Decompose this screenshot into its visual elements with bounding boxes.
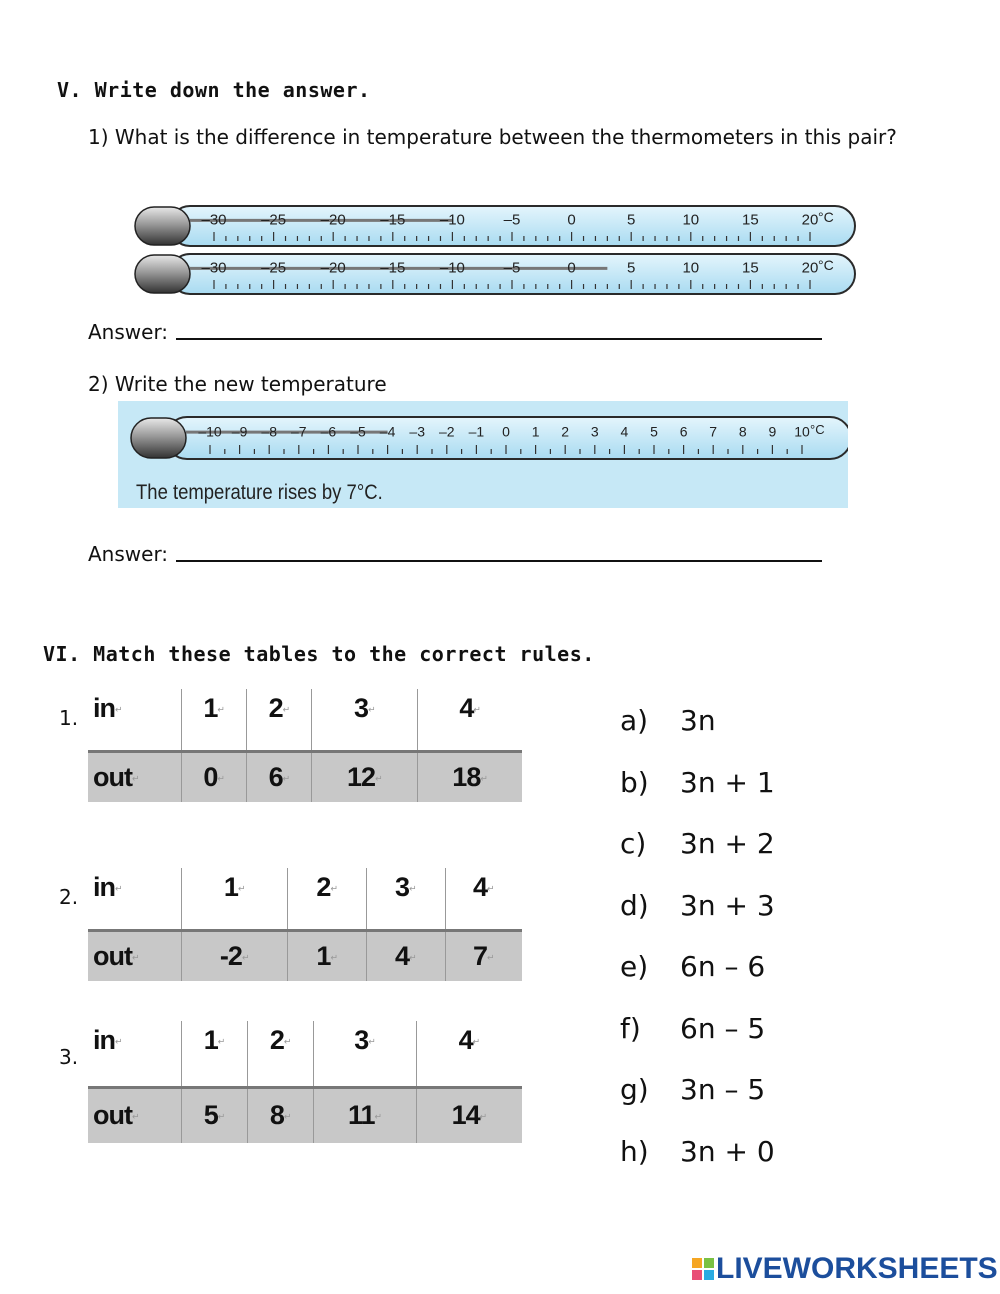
table-1 [88,689,522,802]
table-3-in-1: 1↵ [182,1021,248,1087]
table-3-out-label: out↵ [88,1087,182,1143]
table-1-out-4: 18↵ [418,751,522,802]
table-2-in-2: 2↵ [288,868,367,930]
thermo-2-bulb [135,255,190,293]
table-2-in-3: 3↵ [367,868,446,930]
answer-2-label: Answer: [88,542,169,566]
thermo-3-tick-label: 6 [679,423,688,440]
table-2-number: 2. [59,885,79,909]
thermo-2-tick-label: –25 [261,259,287,277]
thermo-1-unit: °C [818,209,834,225]
rules-list [620,690,775,1182]
thermo-3-tick-label: 1 [531,423,540,440]
thermo-2-tick-label: –10 [439,259,465,277]
table-3-in-4: 4↵ [416,1021,522,1087]
section-5-title: V. Write down the answer. [57,78,371,102]
table-1-out-3: 12↵ [312,751,418,802]
table-1-in-3: 3↵ [312,689,418,751]
table-2-out-label: out↵ [88,930,182,981]
thermo-3-tick-label: 3 [590,423,599,440]
table-1-in-2: 2↵ [247,689,312,751]
thermo-3-tick-label: –4 [379,423,396,440]
thermo-3-tick-label: 4 [620,423,629,440]
logo-blocks-icon [692,1256,716,1282]
thermo-1-bulb [135,207,190,245]
thermometer-caption: The temperature rises by 7°C. [136,481,383,504]
answer-1-label: Answer: [88,320,169,344]
thermo-1-tick-label: –5 [503,211,521,229]
thermo-1-tick-label: 15 [742,211,759,229]
thermo-2-tick-label: 10 [682,259,700,277]
table-1-out-1: 0↵ [182,751,247,802]
thermo-1-tick-label: –25 [261,211,287,229]
thermo-3-tick-label: –2 [439,423,455,440]
table-3-out-3: 11↵ [314,1087,417,1143]
rule-e[interactable]: e) 6n – 6 [620,950,766,984]
thermo-1-tick-label: –10 [439,211,465,229]
rule-f[interactable]: f) 6n – 5 [620,1011,766,1045]
table-1-in-4: 4↵ [418,689,522,751]
table-2 [88,868,522,981]
table-2-out-1: -2↵ [182,930,288,981]
question-1-text: 1) What is the difference in temperature between the thermometers in this pair? [88,125,897,149]
table-1-out-label: out↵ [88,751,182,802]
table-2-in-label: in↵ [88,868,182,930]
table-2-out-4: 7↵ [445,930,522,981]
answer-1-row [88,318,822,344]
table-3-in-label: in↵ [88,1021,182,1087]
logo-text: LIVEWORKSHEETS [716,1252,998,1285]
thermo-2-tick-label: –15 [380,259,406,277]
thermometer-panel [118,401,848,508]
table-2-out-3: 4↵ [367,930,446,981]
table-1-in-1: 1↵ [182,689,247,751]
thermo-3-tick-label: 8 [738,423,747,440]
thermo-1-tick-label: –30 [201,211,227,229]
thermo-3-tick-label: –1 [468,423,485,440]
thermo-1-tick-label: 0 [567,211,576,229]
table-1-out-2: 6↵ [247,751,312,802]
thermo-2-tick-label: –5 [503,259,521,277]
thermo-3-tick-label: –8 [261,423,277,440]
thermo-1-tick-label: 10 [682,211,700,229]
table-2-in-4: 4↵ [445,868,522,930]
thermometer-3 [131,417,848,459]
table-3-number: 3. [59,1045,79,1069]
table-2-in-1: 1↵ [182,868,288,930]
thermo-3-tick-label: –3 [409,423,425,440]
thermo-1-tick-label: –20 [320,211,346,229]
answer-2-blank[interactable] [176,540,822,562]
rule-b[interactable]: b) 3n + 1 [620,765,775,799]
question-2-text: 2) Write the new temperature [88,372,387,396]
thermo-3-bulb [131,418,186,458]
table-3-in-3: 3↵ [314,1021,417,1087]
thermo-1-tick-label: 5 [627,211,636,229]
thermo-2-unit: °C [818,257,834,273]
section-6-title: VI. Match these tables to the correct rules. [43,642,595,666]
thermo-3-tick-label: 5 [650,423,658,440]
liveworksheets-logo [692,1252,998,1286]
thermo-3-tick-label: 0 [502,423,510,440]
thermo-3-tick-label: –10 [198,423,222,440]
rule-a[interactable]: a) 3n [620,704,716,738]
table-3-out-1: 5↵ [182,1087,248,1143]
table-2-out-2: 1↵ [288,930,367,981]
rule-c[interactable]: c) 3n + 2 [620,827,775,861]
rule-g[interactable]: g) 3n – 5 [620,1073,766,1107]
thermo-2-tick-label: 5 [627,259,636,277]
thermo-1-tick-label: 20 [801,211,819,229]
thermometer-1 [135,206,855,246]
thermometer-pair [130,200,860,300]
thermo-3-tick-label: –5 [350,423,366,440]
table-1-in-label: in↵ [88,689,182,751]
thermo-3-tick-label: –9 [231,423,248,440]
rule-h[interactable]: h) 3n + 0 [620,1134,775,1168]
table-3 [88,1021,522,1143]
thermo-2-tick-label: 20 [801,259,819,277]
thermo-3-tick-label: 7 [709,423,718,440]
thermo-2-tick-label: 15 [742,259,759,277]
answer-1-blank[interactable] [176,318,822,340]
thermo-3-tick-label: –7 [291,423,307,440]
thermo-3-tick-label: 2 [561,423,570,440]
thermo-3-tick-label: 10 [794,423,810,440]
thermo-3-tick-label: 9 [768,423,777,440]
thermometer-2 [135,254,855,294]
table-3-out-4: 14↵ [416,1087,522,1143]
thermo-2-tick-label: 0 [567,259,576,277]
thermo-2-tick-label: –30 [201,259,227,277]
thermo-1-tick-label: –15 [380,211,406,229]
answer-2-row [88,540,822,566]
thermometer-single [126,413,848,463]
table-3-out-2: 8↵ [248,1087,314,1143]
thermo-2-tick-label: –20 [320,259,346,277]
rule-d[interactable]: d) 3n + 3 [620,888,775,922]
thermo-3-unit: °C [810,421,825,437]
thermo-3-tick-label: –6 [320,423,337,440]
table-1-number: 1. [59,706,79,730]
table-3-in-2: 2↵ [248,1021,314,1087]
